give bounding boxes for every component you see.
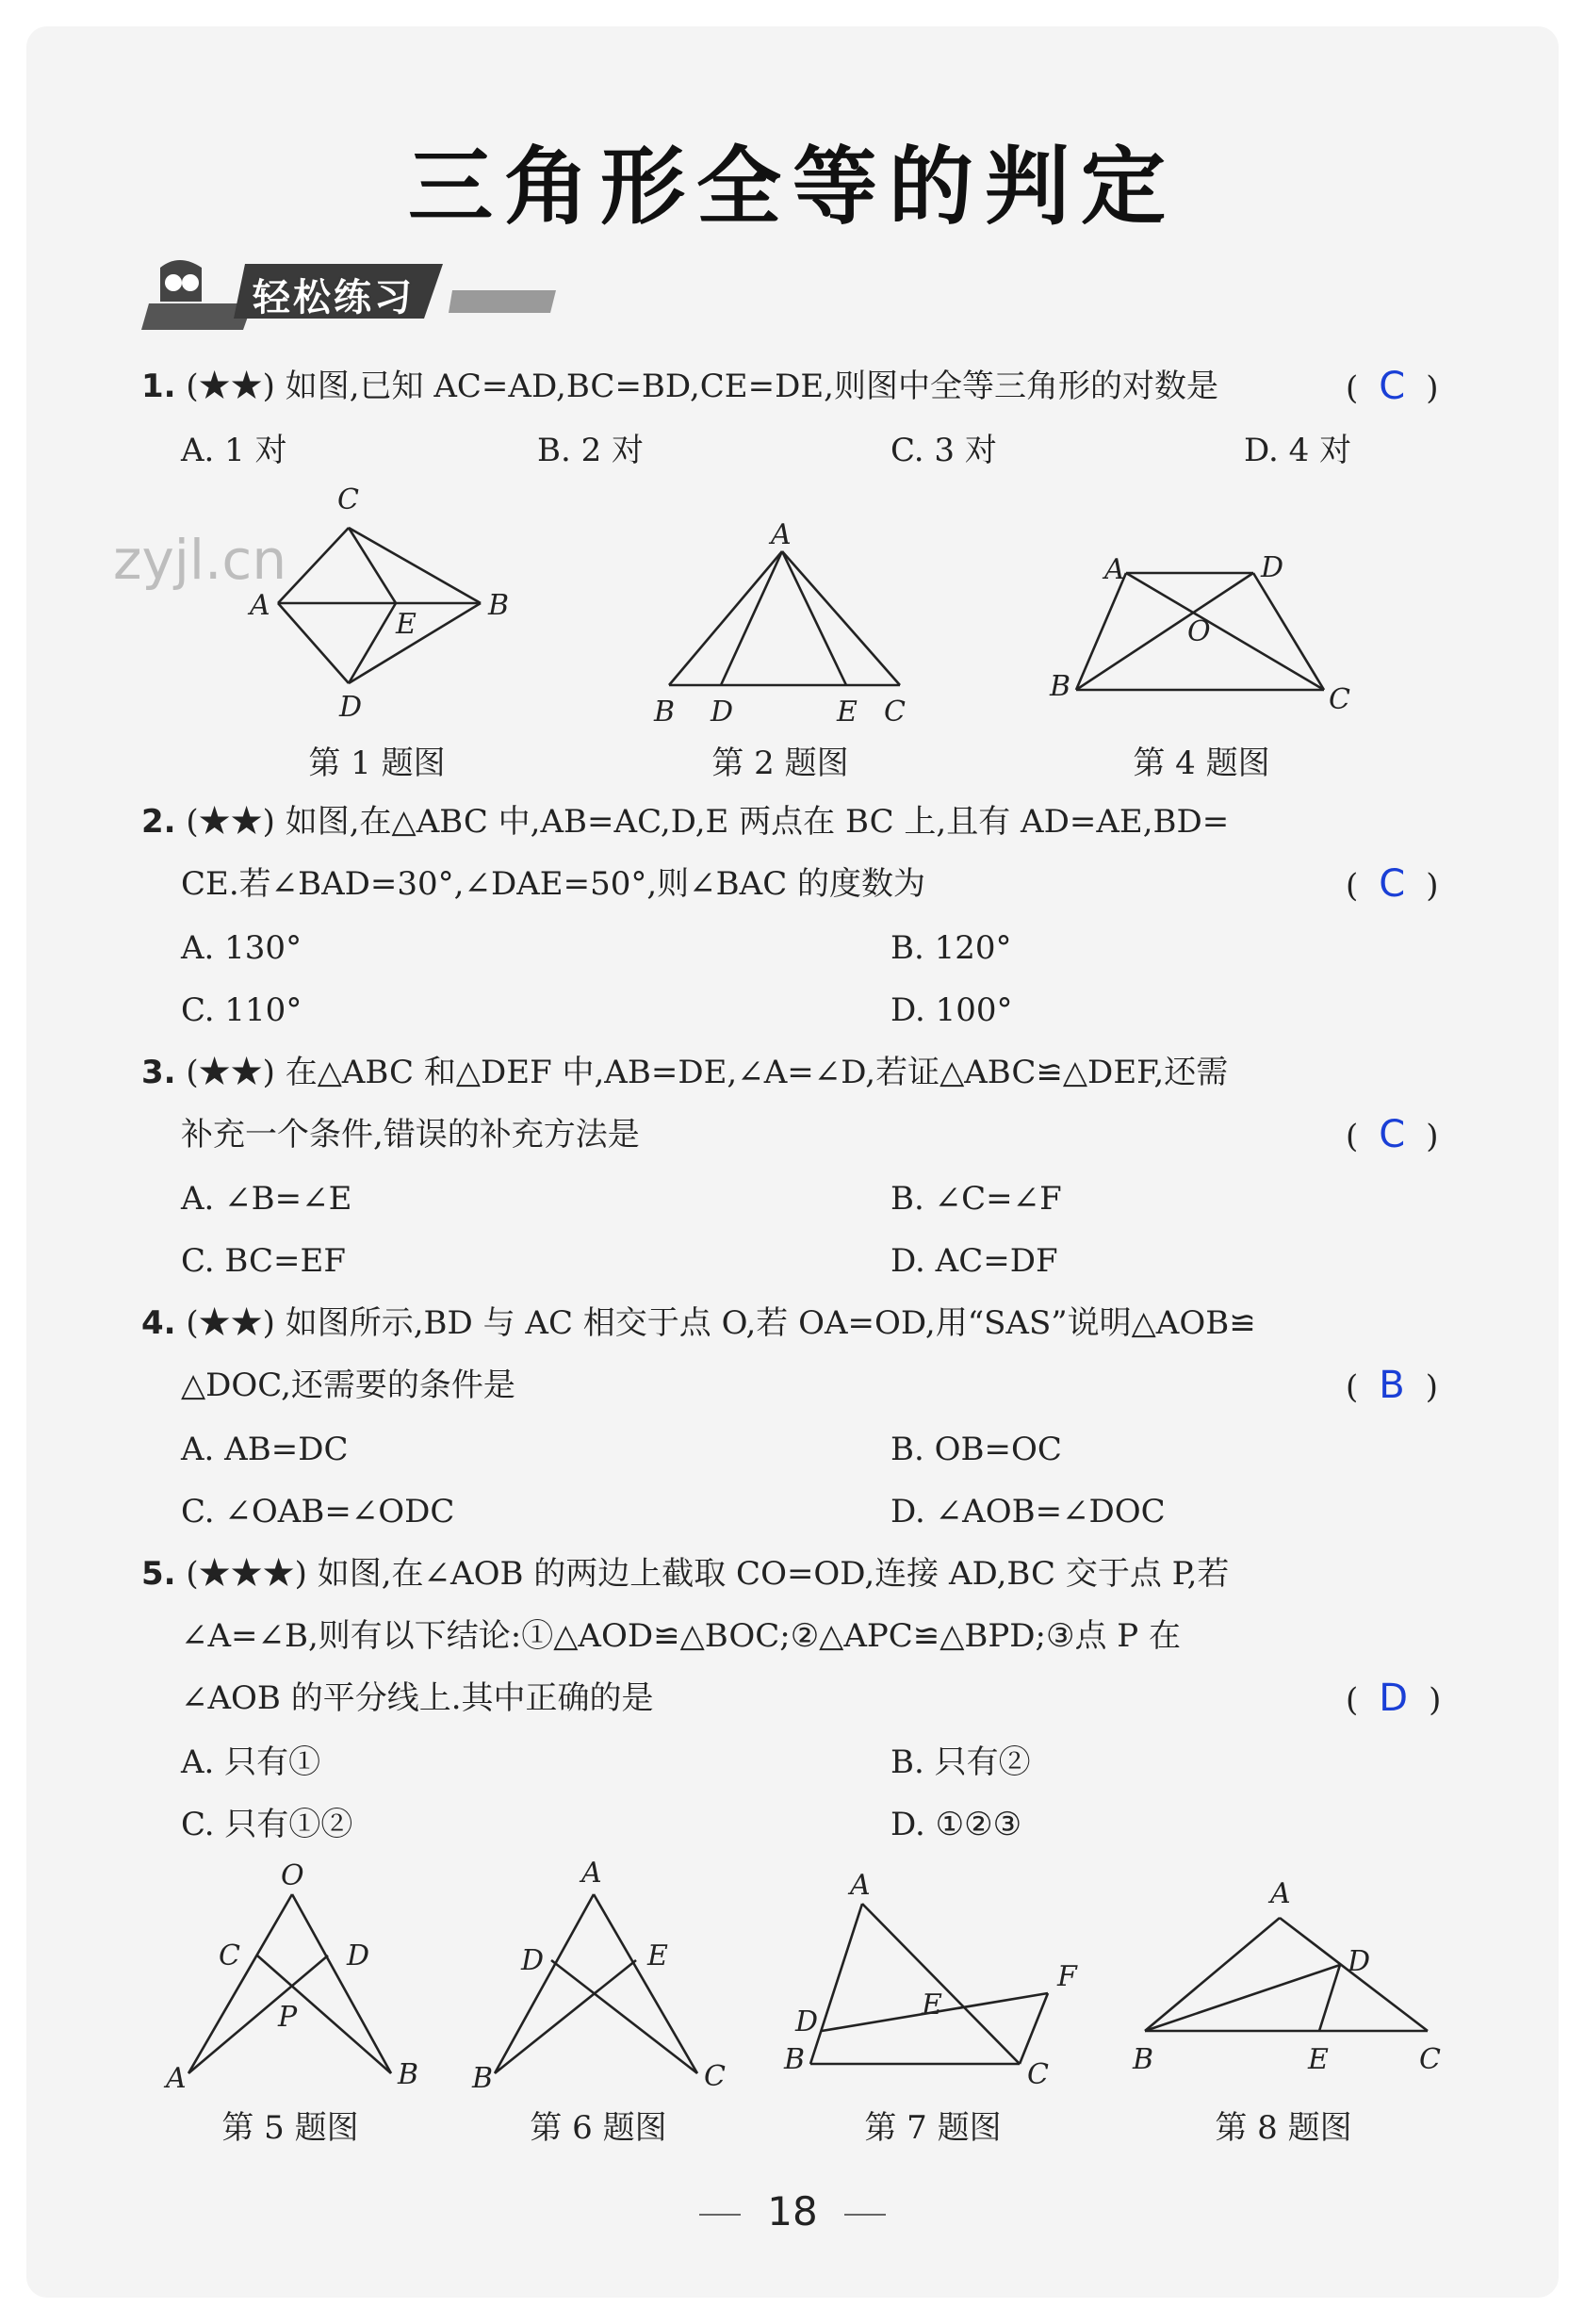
option: C. 110° xyxy=(181,991,302,1029)
label: D xyxy=(1261,551,1284,584)
page-number-area xyxy=(0,2188,1585,2234)
label: A xyxy=(850,1869,871,1902)
option: B. OB=OC xyxy=(891,1431,1062,1468)
label: A xyxy=(581,1857,602,1890)
figure-caption: 第 1 题图 xyxy=(308,745,446,782)
answer-2: ( C ) xyxy=(1346,862,1439,906)
option: A. ∠B=∠E xyxy=(181,1180,352,1218)
question-text: 如图所示,BD 与 AC 相交于点 O,若 OA=OD,用“SAS”说明△AOB≌ xyxy=(285,1304,1256,1342)
question-4-line-2: △DOC,还需要的条件是 xyxy=(181,1367,515,1404)
question-number: 2. xyxy=(141,803,176,841)
option: C. ∠OAB=∠ODC xyxy=(181,1493,455,1530)
label: D xyxy=(347,1939,370,1972)
question-text: 如图,在∠AOB 的两边上截取 CO=OD,连接 AD,BC 交于点 P,若 xyxy=(317,1555,1230,1593)
option: D. 4 对 xyxy=(1244,432,1352,469)
section-label: 轻松练习 xyxy=(253,276,415,319)
label: B xyxy=(472,2062,494,2095)
label: E xyxy=(647,1939,668,1972)
answer-letter: D xyxy=(1379,1677,1409,1720)
label: D xyxy=(1348,1945,1371,1978)
figure-caption: 第 4 题图 xyxy=(1133,745,1270,782)
question-stars: (★★) xyxy=(186,1304,275,1342)
question-stars: (★★) xyxy=(186,1054,275,1091)
option: A. AB=DC xyxy=(181,1431,349,1468)
label: O xyxy=(281,1859,304,1892)
option: B. 2 对 xyxy=(537,432,645,469)
label: D xyxy=(711,696,734,728)
answer-1: ( C ) xyxy=(1346,365,1439,408)
question-1 xyxy=(141,368,1218,405)
figure-caption: 第 2 题图 xyxy=(711,745,849,782)
page-title: 三角形全等的判定 xyxy=(408,138,1177,237)
answer-letter: C xyxy=(1379,365,1406,408)
label: A xyxy=(166,2062,187,2095)
label: E xyxy=(1308,2043,1329,2076)
question-number: 3. xyxy=(141,1054,176,1091)
question-text: 如图,在△ABC 中,AB=AC,D,E 两点在 BC 上,且有 AD=AE,BD= xyxy=(285,803,1230,841)
label: A xyxy=(1270,1877,1291,1910)
label: C xyxy=(704,2060,726,2093)
option: B. 120° xyxy=(891,929,1012,967)
question-2-line-2: CE.若∠BAD=30°,∠DAE=50°,则∠BAC 的度数为 xyxy=(181,865,926,903)
label: E xyxy=(922,1988,942,2021)
option: D. AC=DF xyxy=(891,1242,1058,1280)
label: D xyxy=(521,1944,545,1977)
figure-4-diagram xyxy=(1037,547,1357,726)
figure-caption: 第 8 题图 xyxy=(1215,2109,1352,2147)
answer-5: ( D ) xyxy=(1346,1677,1442,1720)
option: D. ∠AOB=∠DOC xyxy=(891,1493,1166,1530)
question-5-line-2: ∠A=∠B,则有以下结论:①△AOD≌△BOC;②△APC≌△BPD;③点 P 在 xyxy=(181,1617,1181,1655)
answer-3: ( C ) xyxy=(1346,1113,1439,1156)
question-number: 4. xyxy=(141,1304,176,1342)
label: C xyxy=(884,696,906,728)
option: C. BC=EF xyxy=(181,1242,346,1280)
question-stars: (★★) xyxy=(186,368,275,405)
figure-8-diagram xyxy=(1121,1877,1461,2097)
question-5-line-3: ∠AOB 的平分线上.其中正确的是 xyxy=(181,1679,654,1717)
figure-caption: 第 7 题图 xyxy=(864,2109,1002,2147)
option: C. 只有①② xyxy=(181,1806,353,1843)
answer-4: ( B ) xyxy=(1346,1364,1438,1407)
label: E xyxy=(396,608,417,641)
label: E xyxy=(837,696,858,728)
label: O xyxy=(1187,615,1211,648)
question-3-line-2: 补充一个条件,错误的补充方法是 xyxy=(181,1116,640,1154)
section-header xyxy=(141,247,556,341)
option: A. 130° xyxy=(181,929,302,967)
label: C xyxy=(337,483,359,516)
question-stars: (★★) xyxy=(186,803,275,841)
watermark: zyjl.cn xyxy=(113,528,287,592)
option: B. ∠C=∠F xyxy=(891,1180,1062,1218)
label: A xyxy=(250,589,270,622)
label: B xyxy=(488,589,510,622)
option: C. 3 对 xyxy=(891,432,997,469)
page-number: 18 xyxy=(767,2188,818,2234)
figure-1-diagram xyxy=(245,483,528,726)
figure-caption: 第 6 题图 xyxy=(530,2109,667,2147)
label: A xyxy=(771,518,792,551)
question-stars: (★★★) xyxy=(186,1555,307,1593)
label: B xyxy=(654,696,676,728)
question-3 xyxy=(141,1054,1228,1091)
label: C xyxy=(1419,2043,1441,2076)
question-2 xyxy=(141,803,1229,841)
question-5 xyxy=(141,1555,1229,1593)
label: C xyxy=(219,1939,240,1972)
question-number: 1. xyxy=(141,368,176,405)
label: C xyxy=(1329,683,1350,716)
question-number: 5. xyxy=(141,1555,176,1593)
label: B xyxy=(398,2058,419,2091)
label: B xyxy=(1133,2043,1154,2076)
option: D. ①②③ xyxy=(891,1806,1022,1843)
label: D xyxy=(339,691,363,724)
figure-6-diagram xyxy=(466,1857,740,2097)
label: F xyxy=(1057,1960,1077,1993)
figure-caption: 第 5 题图 xyxy=(221,2109,359,2147)
option: A. 1 对 xyxy=(181,432,287,469)
question-text: 在△ABC 和△DEF 中,AB=DE,∠A=∠D,若证△ABC≌△DEF,还需 xyxy=(285,1054,1229,1091)
label: B xyxy=(1050,670,1071,703)
figure-7-diagram xyxy=(773,1861,1112,2097)
label: B xyxy=(784,2043,806,2076)
question-text: 如图,已知 AC=AD,BC=BD,CE=DE,则图中全等三角形的对数是 xyxy=(285,368,1218,405)
option: B. 只有② xyxy=(891,1743,1031,1781)
label: D xyxy=(795,2005,819,2038)
answer-letter: C xyxy=(1379,1113,1406,1156)
label: A xyxy=(1104,553,1125,586)
label: C xyxy=(1027,2058,1049,2091)
answer-letter: C xyxy=(1379,862,1406,906)
figure-2-diagram xyxy=(641,518,923,730)
answer-letter: B xyxy=(1379,1364,1405,1407)
option: A. 只有① xyxy=(181,1743,321,1781)
label: P xyxy=(278,2001,298,2034)
question-4 xyxy=(141,1304,1256,1342)
option: D. 100° xyxy=(891,991,1013,1029)
figure-5-diagram xyxy=(160,1861,433,2097)
